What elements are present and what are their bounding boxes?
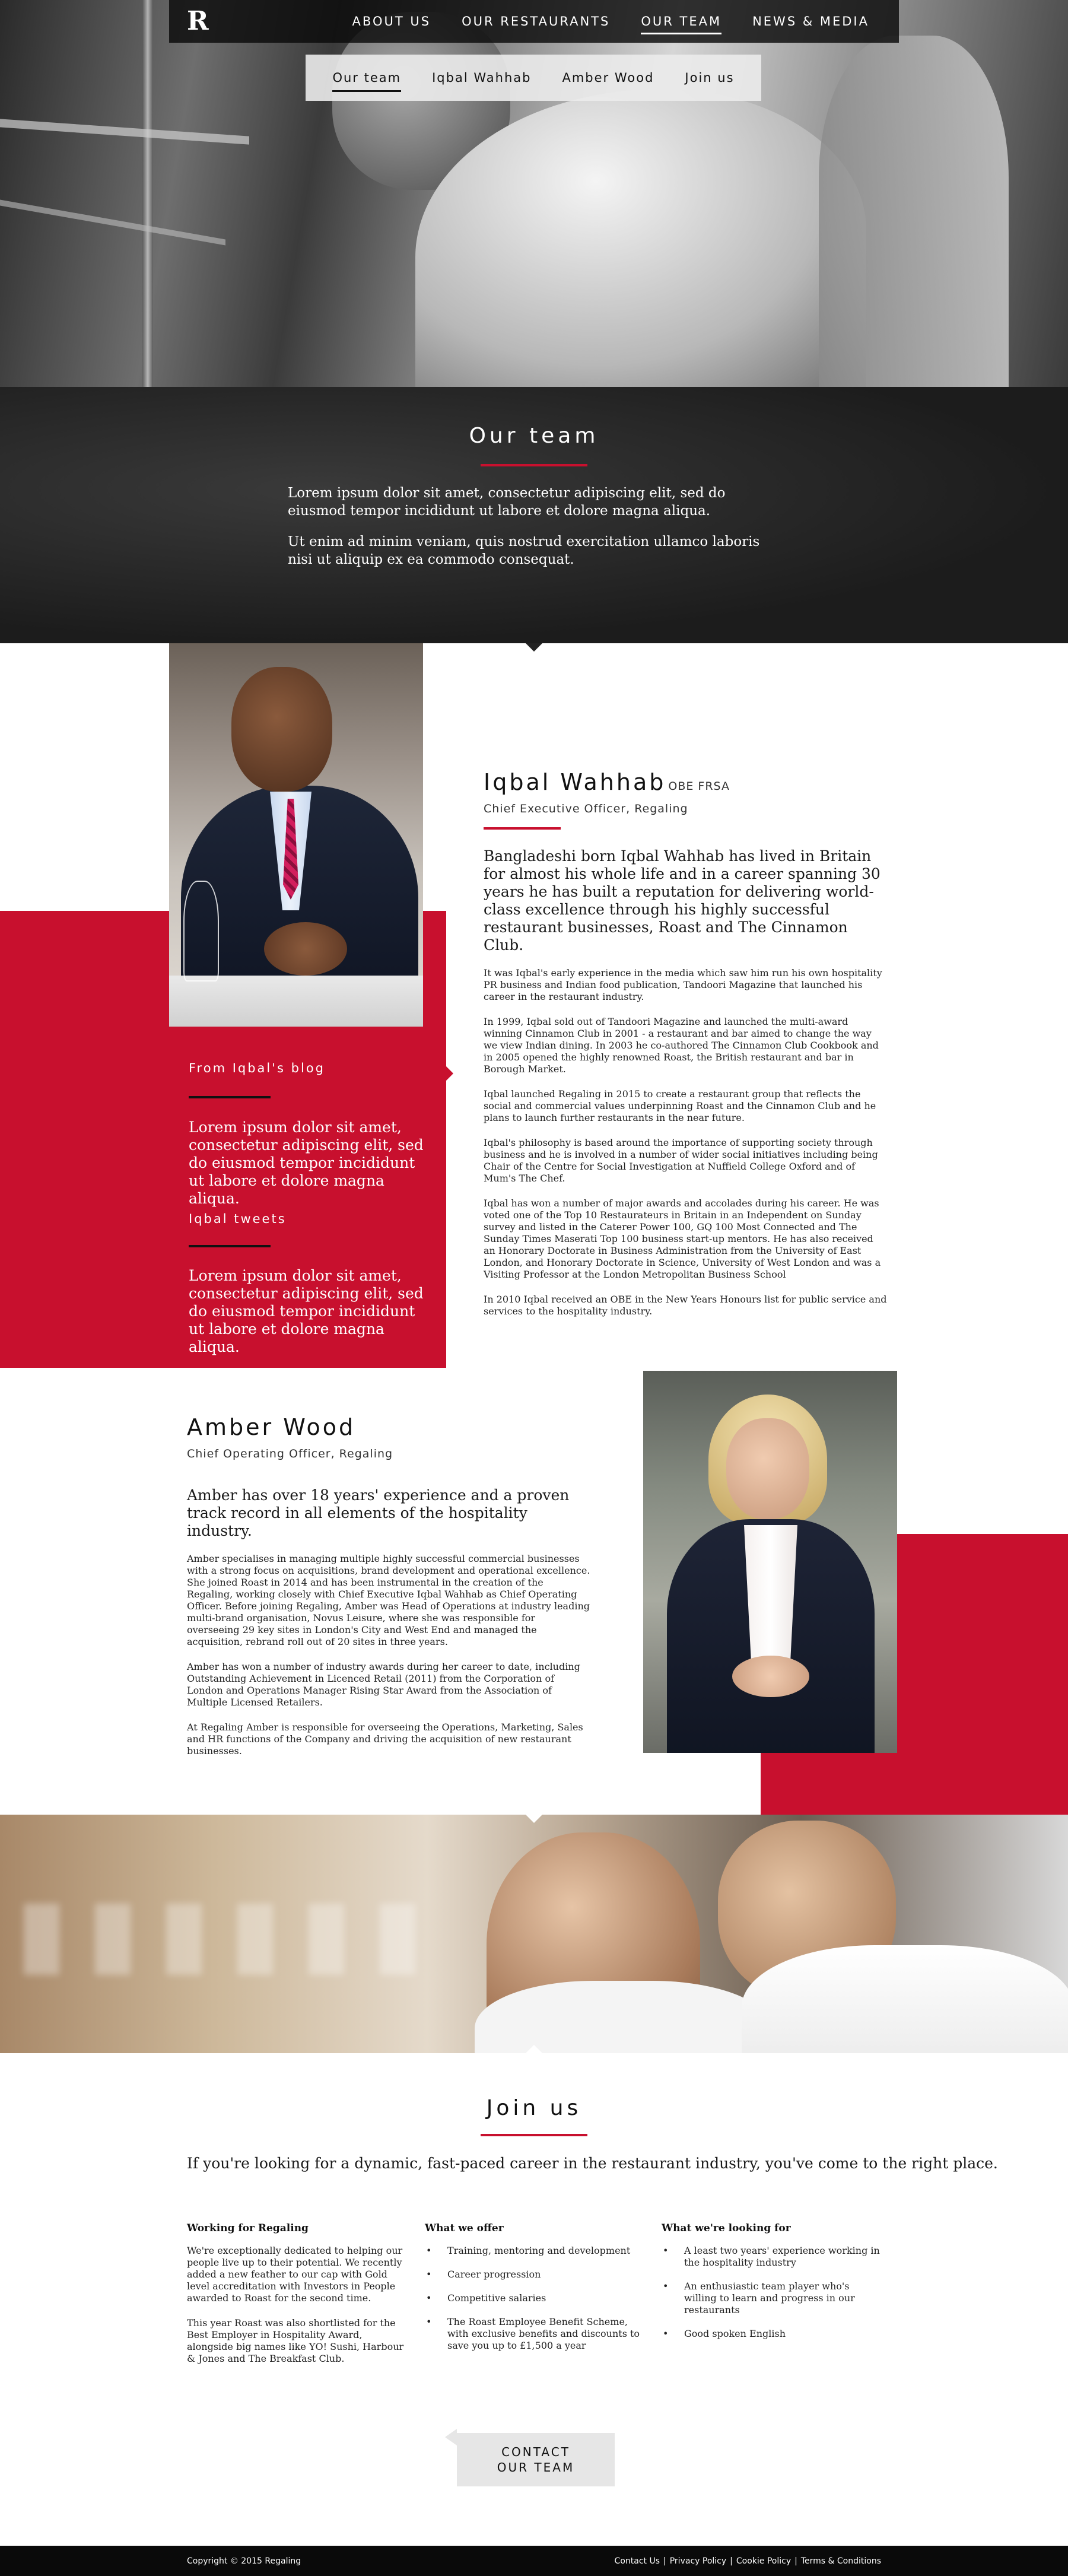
subnav-item-iqbal-wahhab[interactable]: Iqbal Wahhab bbox=[432, 71, 532, 85]
contact-our-team-button[interactable] bbox=[457, 2433, 615, 2486]
portrait-face bbox=[231, 667, 332, 792]
footer-links bbox=[615, 2556, 881, 2566]
bio-paragraph: Iqbal's philosophy is based around the importance of supporting society through business and he is involved in a number of wider social initiatives including being Chair of the Centre for Social Investigation at Nuffield College Oxford and of Mum's The Chef. bbox=[484, 1137, 878, 1184]
list-item: • Competitive salaries bbox=[425, 2292, 644, 2304]
hero-oven-rail bbox=[142, 0, 153, 387]
list-item: • The Roast Employee Benefit Scheme, with exclusive benefits and discounts to save you up to £1,500 a year bbox=[425, 2316, 644, 2352]
subnav-item-amber-wood[interactable]: Amber Wood bbox=[562, 71, 654, 85]
join-column-looking-for bbox=[662, 2222, 881, 2352]
footer-link-cookie[interactable]: Cookie Policy bbox=[736, 2556, 792, 2566]
footer-link-privacy[interactable]: Privacy Policy bbox=[669, 2556, 727, 2566]
contact-button-line: CONTACT bbox=[501, 2445, 570, 2459]
section-notch bbox=[526, 1815, 542, 1823]
offer-list bbox=[425, 2245, 644, 2352]
requirements-list bbox=[662, 2245, 881, 2340]
bio-paragraph: It was Iqbal's early experience in the media which saw him run his own hospitality PR business and Indian food publication, Tandoori Magazine that launched his career in the restaurant industry. bbox=[484, 967, 882, 1002]
nav-item-news-media[interactable]: NEWS & MEDIA bbox=[752, 14, 869, 28]
blog-title: From Iqbal's blog bbox=[189, 1061, 325, 1075]
footer-separator: | bbox=[794, 2556, 797, 2566]
bio-paragraph: Amber has won a number of industry awards during her career to date, including Outstanding Achievement in Licenced Retail (2011) from the Corporation of London and Operations Manager Rising Star Award from the Association of Multiple Licensed Retailers. bbox=[187, 1661, 580, 1708]
column-paragraph: This year Roast was also shortlisted for the Best Employer in Hospitality Award, alongside big names like YO! Sushi, Harbour & Jones and The Breakfast Club. bbox=[187, 2317, 404, 2364]
bio-paragraph: In 2010 Iqbal received an OBE in the New Years Honours list for public service and services to the hospitality industry. bbox=[484, 1294, 887, 1317]
bio-paragraph: Iqbal has won a number of major awards and accolades during his career. He was voted one of the Top 10 Restaurateurs in Britain in an Independent on Sunday survey and listed in the Caterer Power 100, GQ 100 Most Connected and The Sunday Times Maserati Top 100 business start-up mentors. He has also received an Honorary Doctorate in Business Administration from the University of East London, and Honorary Doctorate in Science, University of West London and was a Visiting Professor at the London Metropolitan Business School bbox=[484, 1198, 881, 1280]
chefs-banner-image bbox=[0, 1815, 1068, 2053]
copyright: Copyright © 2015 Regaling bbox=[187, 2556, 301, 2566]
iqbal-bio bbox=[484, 769, 887, 1317]
column-paragraph: We're exceptionally dedicated to helping our people live up to their potential. We recently added a new feather to our cap with Gold level accreditation with Investors in People awarded to Roast for the second time. bbox=[187, 2245, 403, 2304]
list-item: • Good spoken English bbox=[662, 2328, 881, 2340]
iqbal-name-text: Iqbal Wahhab bbox=[484, 769, 666, 795]
iqbal-body bbox=[484, 967, 887, 1317]
hero-shelf bbox=[0, 119, 249, 144]
banner-chef-coat bbox=[475, 1981, 771, 2053]
banner-chef-coat bbox=[742, 1945, 1068, 2053]
iqbal-lead: Bangladeshi born Iqbal Wahhab has lived in Britain for almost his whole life and in a career spanning 30 years he has built a reputation for delivering world-class excellence through his highly successful restaurant businesses, Roast and The Cinnamon Club. bbox=[484, 847, 881, 954]
join-us-section bbox=[0, 2053, 1068, 2501]
nav-item-our-team[interactable]: OUR TEAM bbox=[641, 9, 721, 33]
join-column-working bbox=[187, 2222, 406, 2378]
list-item: • An enthusiastic team player who's willing to learn and progress in our restaurants bbox=[662, 2280, 881, 2316]
bio-paragraph: In 1999, Iqbal sold out of Tandoori Magazine and launched the multi-award winning Cinnamon Club in 2001 - a restaurant and bar aimed to change the way we view Indian dining. In 2003 he co-authored The Cinnamon Club Cookbook and in 2005 opened the highly renowned Roast, the British restaurant and bar in Borough Market. bbox=[484, 1016, 879, 1075]
intro-title: Our team bbox=[469, 424, 599, 448]
blog-excerpt[interactable]: Lorem ipsum dolor sit amet, consectetur adipiscing elit, sed do eiusmod tempor incididunt ut labore et dolore magna aliqua. bbox=[189, 1119, 424, 1207]
join-title: Join us bbox=[486, 2096, 582, 2120]
iqbal-name bbox=[484, 769, 887, 795]
hero-background-figure bbox=[819, 36, 1009, 387]
button-notch bbox=[445, 2429, 457, 2445]
amber-body bbox=[187, 1553, 590, 1757]
sub-navigation bbox=[306, 55, 761, 101]
iqbal-role: Chief Executive Officer, Regaling bbox=[484, 802, 688, 815]
column-title: What we offer bbox=[425, 2222, 504, 2234]
section-notch bbox=[526, 643, 542, 652]
bio-paragraph: Amber specialises in managing multiple highly successful commercial businesses with a strong focus on acquisitions, brand development and operational excellence. She joined Roast in 2014 and has been instrumental in the creation of the Regaling, working closely with Chief Executive Iqbal Wahhab as Chief Operating Officer. Before joining Regaling, Amber was Head of Operations at industry leading multi-brand organisation, Novus Leisure, where she was responsible for overseeing 29 key sites in London's City and West End and managed the acquisition, rebrand roll out of 20 sites in three years. bbox=[187, 1553, 590, 1647]
photo-notch bbox=[635, 1414, 643, 1430]
portrait-face bbox=[726, 1418, 809, 1519]
amber-portrait bbox=[643, 1371, 897, 1753]
tweets-title: Iqbal tweets bbox=[189, 1212, 287, 1226]
intro-section bbox=[0, 387, 1068, 643]
bio-paragraph: Iqbal launched Regaling in 2015 to create a restaurant group that reflects the social and commercial values underpinning Roast and the Cinnamon Club and he plans to launch further restaurants in the near future. bbox=[484, 1088, 876, 1123]
intro-paragraph: Lorem ipsum dolor sit amet, consectetur adipiscing elit, sed do eiusmod tempor incididunt ut labore et dolore magna aliqua. bbox=[288, 485, 726, 519]
footer-separator: | bbox=[730, 2556, 733, 2566]
portrait-hands bbox=[264, 922, 347, 976]
nav-item-our-restaurants[interactable]: OUR RESTAURANTS bbox=[462, 14, 611, 28]
footer-link-contact[interactable]: Contact Us bbox=[614, 2556, 660, 2566]
footer bbox=[0, 2546, 1068, 2576]
main-nav bbox=[352, 0, 869, 43]
contact-button-line: OUR TEAM bbox=[497, 2460, 575, 2475]
hero-shelf bbox=[0, 199, 225, 245]
nav-item-about-us[interactable]: ABOUT US bbox=[352, 14, 431, 28]
blog-title-underline bbox=[189, 1096, 271, 1098]
portrait-hands bbox=[732, 1656, 809, 1697]
iqbal-role-underline bbox=[484, 827, 561, 830]
portrait-wine-glass bbox=[183, 881, 219, 982]
iqbal-portrait bbox=[169, 643, 423, 1027]
amber-lead: Amber has over 18 years' experience and a proven track record in all elements of the hospitality industry. bbox=[187, 1486, 570, 1539]
join-lead: If you're looking for a dynamic, fast-paced career in the restaurant industry, you've come to the right place. bbox=[187, 2155, 998, 2172]
iqbal-postnominal: OBE FRSA bbox=[668, 780, 730, 793]
top-navigation bbox=[169, 0, 899, 43]
panel-notch bbox=[445, 1065, 453, 1082]
subnav-item-our-team[interactable]: Our team bbox=[332, 67, 401, 88]
section-notch bbox=[526, 2045, 542, 2053]
list-item: • A least two years' experience working in the hospitality industry bbox=[662, 2245, 881, 2269]
tweets-title-underline bbox=[189, 1245, 271, 1247]
amber-bio bbox=[187, 1414, 590, 1757]
banner-kitchen-lights bbox=[24, 1904, 439, 1975]
amber-role: Chief Operating Officer, Regaling bbox=[187, 1447, 393, 1460]
logo[interactable]: R bbox=[187, 6, 209, 36]
portrait-table bbox=[169, 976, 423, 1027]
list-item: • Training, mentoring and development bbox=[425, 2245, 644, 2257]
column-title: Working for Regaling bbox=[187, 2222, 309, 2234]
amber-name: Amber Wood bbox=[187, 1414, 356, 1440]
join-column-offer bbox=[425, 2222, 644, 2364]
column-title: What we're looking for bbox=[662, 2222, 791, 2234]
tweet-text[interactable]: Lorem ipsum dolor sit amet, consectetur adipiscing elit, sed do eiusmod tempor incididunt ut labore et dolore magna aliqua. bbox=[189, 1267, 424, 1355]
subnav-item-join-us[interactable]: Join us bbox=[685, 71, 735, 85]
list-item: • Career progression bbox=[425, 2269, 644, 2280]
join-title-underline bbox=[481, 2134, 587, 2136]
footer-separator: | bbox=[663, 2556, 666, 2566]
bio-paragraph: At Regaling Amber is responsible for overseeing the Operations, Marketing, Sales and HR functions of the Company and driving the acquisition of new restaurant businesses. bbox=[187, 1721, 583, 1756]
intro-title-underline bbox=[481, 464, 587, 466]
footer-link-terms[interactable]: Terms & Conditions bbox=[800, 2556, 881, 2566]
intro-paragraph: Ut enim ad minim veniam, quis nostrud exercitation ullamco laboris nisi ut aliquip ex ea commodo consequat. bbox=[288, 534, 760, 567]
